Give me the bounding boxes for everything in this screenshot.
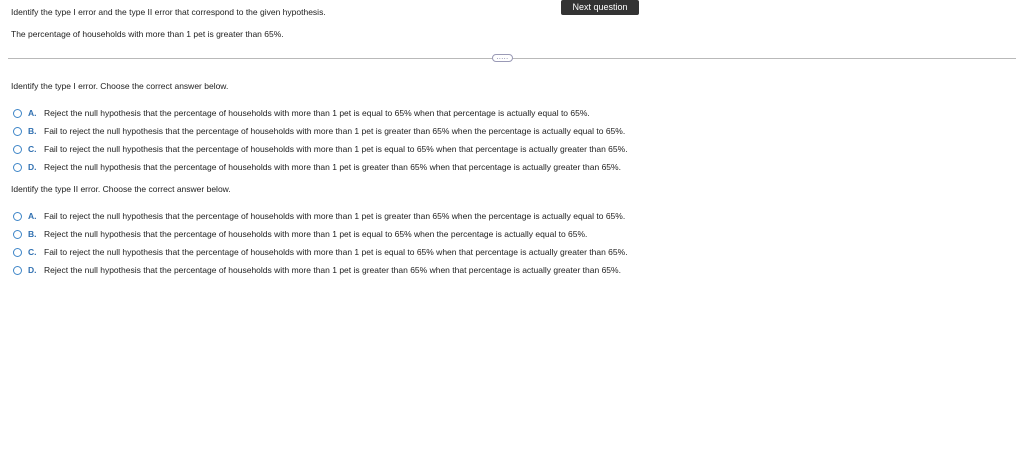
type-two-option-a[interactable] <box>13 207 628 225</box>
option-text: Fail to reject the null hypothesis that the percentage of households with more than 1 pet is equal to 65% when that percentage is actually greater than 65%. <box>44 247 628 257</box>
expand-ellipsis-button[interactable]: ..... <box>492 54 513 62</box>
type-one-option-d[interactable] <box>13 158 628 176</box>
option-letter: B. <box>28 229 37 239</box>
type-one-option-c[interactable] <box>13 140 628 158</box>
option-text: Fail to reject the null hypothesis that the percentage of households with more than 1 pet is equal to 65% when that percentage is actually greater than 65%. <box>44 144 628 154</box>
type-one-option-a[interactable] <box>13 104 628 122</box>
option-text: Reject the null hypothesis that the percentage of households with more than 1 pet is greater than 65% when that percentage is actually greater than 65%. <box>44 162 621 172</box>
radio-button[interactable] <box>13 266 22 275</box>
type-two-prompt: Identify the type II error. Choose the correct answer below. <box>11 184 231 194</box>
option-letter: D. <box>28 162 37 172</box>
radio-button[interactable] <box>13 212 22 221</box>
type-one-choices <box>13 104 628 176</box>
type-one-option-b[interactable] <box>13 122 628 140</box>
option-letter: C. <box>28 144 37 154</box>
option-text: Reject the null hypothesis that the percentage of households with more than 1 pet is greater than 65% when that percentage is actually greater than 65%. <box>44 265 621 275</box>
type-two-option-d[interactable] <box>13 261 628 279</box>
option-text: Fail to reject the null hypothesis that the percentage of households with more than 1 pet is greater than 65% when the percentage is actually equal to 65%. <box>44 211 626 221</box>
question-instruction: Identify the type I error and the type II error that correspond to the given hypothesis. <box>11 7 326 17</box>
radio-button[interactable] <box>13 145 22 154</box>
radio-button[interactable] <box>13 230 22 239</box>
option-letter: C. <box>28 247 37 257</box>
type-one-prompt: Identify the type I error. Choose the correct answer below. <box>11 81 229 91</box>
radio-button[interactable] <box>13 248 22 257</box>
radio-button[interactable] <box>13 109 22 118</box>
option-letter: A. <box>28 108 37 118</box>
option-letter: B. <box>28 126 37 136</box>
type-two-option-c[interactable] <box>13 243 628 261</box>
option-letter: D. <box>28 265 37 275</box>
type-two-choices <box>13 207 628 279</box>
option-text: Reject the null hypothesis that the percentage of households with more than 1 pet is equal to 65% when that percentage is actually equal to 65%. <box>44 108 590 118</box>
next-question-button[interactable]: Next question <box>561 0 639 15</box>
type-two-option-b[interactable] <box>13 225 628 243</box>
radio-button[interactable] <box>13 163 22 172</box>
option-text: Fail to reject the null hypothesis that the percentage of households with more than 1 pet is greater than 65% when the percentage is actually equal to 65%. <box>44 126 626 136</box>
question-hypothesis: The percentage of households with more than 1 pet is greater than 65%. <box>11 29 284 39</box>
option-text: Reject the null hypothesis that the percentage of households with more than 1 pet is equal to 65% when the percentage is actually equal to 65%. <box>44 229 588 239</box>
option-letter: A. <box>28 211 37 221</box>
radio-button[interactable] <box>13 127 22 136</box>
